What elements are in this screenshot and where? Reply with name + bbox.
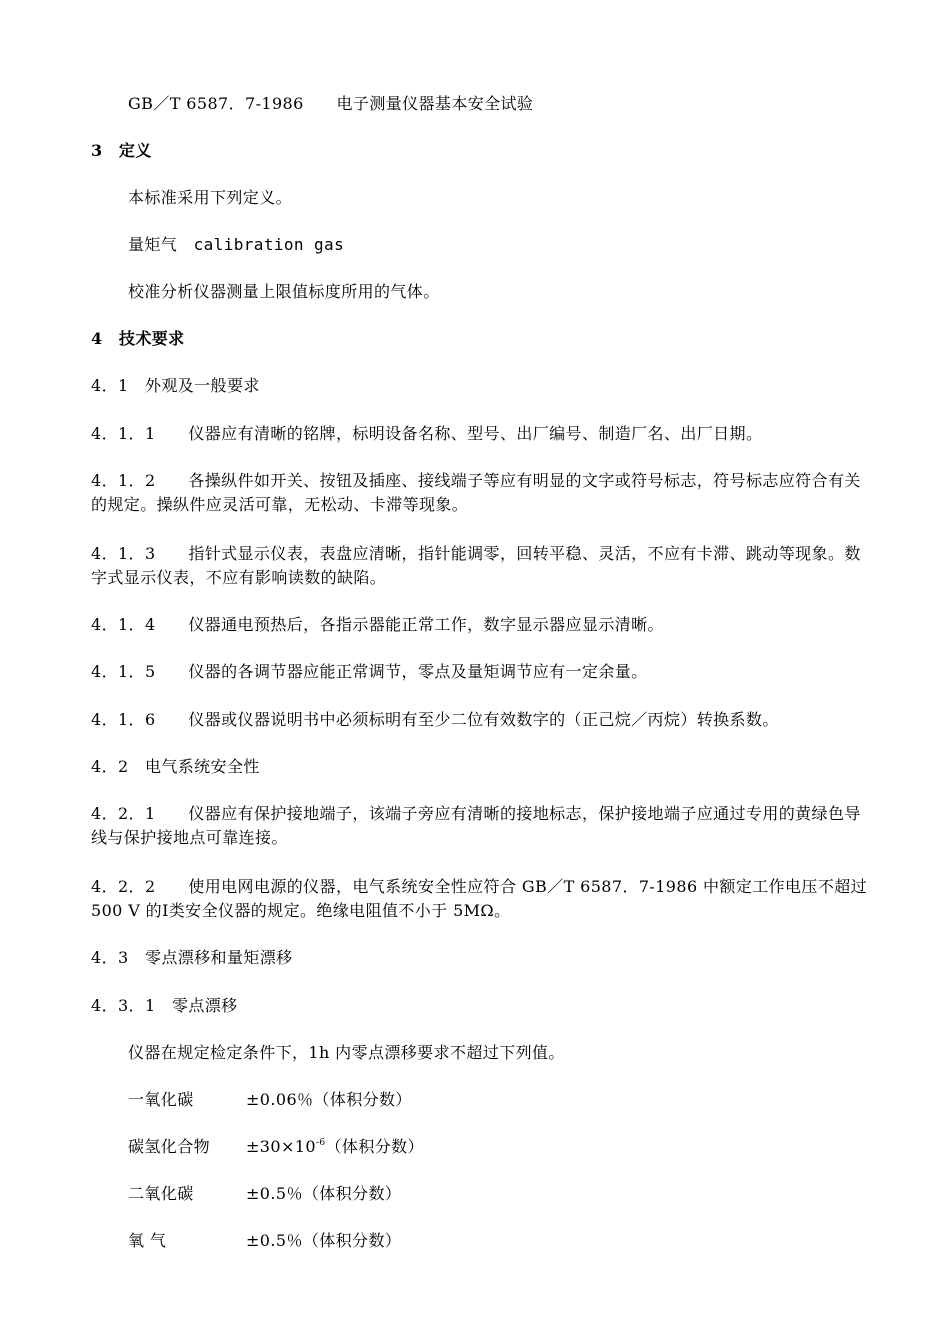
section-3-intro: 本标准采用下列定义。	[128, 188, 293, 207]
gas-name: 二氧化碳	[128, 1184, 194, 1203]
clause-4-1-4: 4．1．4 仪器通电预热后，各指示器能正常工作，数字显示器应显示清晰。	[91, 615, 664, 634]
section-3-heading: 3 定义	[91, 141, 152, 160]
gas-value: ±0.5％（体积分数）	[246, 1184, 402, 1203]
gas-name: 碳氢化合物	[128, 1137, 211, 1156]
gas-value-unit: （体积分数）	[325, 1137, 424, 1156]
gas-value-exponent: -6	[315, 1138, 326, 1148]
clause-4-1-1: 4．1．1 仪器应有清晰的铭牌，标明设备名称、型号、出厂编号、制造厂名、出厂日期。	[91, 424, 763, 443]
term-en: calibration gas	[193, 235, 345, 254]
zero-drift-intro: 仪器在规定检定条件下，1h 内零点漂移要求不超过下列值。	[128, 1043, 565, 1062]
ref-standard-line: GB／T 6587．7-1986 电子测量仪器基本安全试验	[128, 94, 534, 113]
section-4-1-heading: 4．1 外观及一般要求	[91, 376, 260, 395]
clause-4-2-2: 4．2．2 使用电网电源的仪器，电气系统安全性应符合 GB／T 6587．7-1986 中额定工作电压不超过 500 V 的Ⅰ类安全仪器的规定。绝缘电阻值不小于 5MΩ。	[91, 877, 868, 920]
section-4-heading: 4 技术要求	[91, 329, 185, 348]
gas-value-main: ±30×10	[246, 1137, 316, 1156]
gas-value	[246, 1136, 424, 1158]
term-line	[128, 234, 344, 256]
section-4-2-heading: 4．2 电气系统安全性	[91, 757, 260, 776]
term-definition: 校准分析仪器测量上限值标度所用的气体。	[128, 282, 440, 301]
gas-name: 氧 气	[128, 1231, 167, 1250]
gas-value: ±0.5％（体积分数）	[246, 1231, 402, 1250]
clause-4-1-2: 4．1．2 各操纵件如开关、按钮及插座、接线端子等应有明显的文字或符号标志，符号标志应符合有关的规定。操纵件应灵活可靠，无松动、卡滞等现象。	[91, 471, 861, 514]
section-4-3-heading: 4．3 零点漂移和量矩漂移	[91, 948, 293, 967]
clause-4-1-5: 4．1．5 仪器的各调节器应能正常调节，零点及量矩调节应有一定余量。	[91, 662, 648, 681]
section-4-3-1-heading: 4．3．1 零点漂移	[91, 996, 238, 1015]
clause-4-1-6: 4．1．6 仪器或仪器说明书中必须标明有至少二位有效数字的（正己烷／丙烷）转换系数。	[91, 710, 779, 729]
clause-4-1-3: 4．1．3 指针式显示仪表，表盘应清晰，指针能调零，回转平稳、灵活，不应有卡滞、跳动等现象。数字式显示仪表，不应有影响读数的缺陷。	[91, 544, 861, 587]
gas-name: 一氧化碳	[128, 1090, 194, 1109]
gas-value: ±0.06％（体积分数）	[246, 1090, 412, 1109]
term-zh: 量矩气	[128, 235, 194, 254]
clause-4-2-1: 4．2．1 仪器应有保护接地端子，该端子旁应有清晰的接地标志，保护接地端子应通过专用的黄绿色导线与保护接地点可靠连接。	[91, 804, 861, 847]
